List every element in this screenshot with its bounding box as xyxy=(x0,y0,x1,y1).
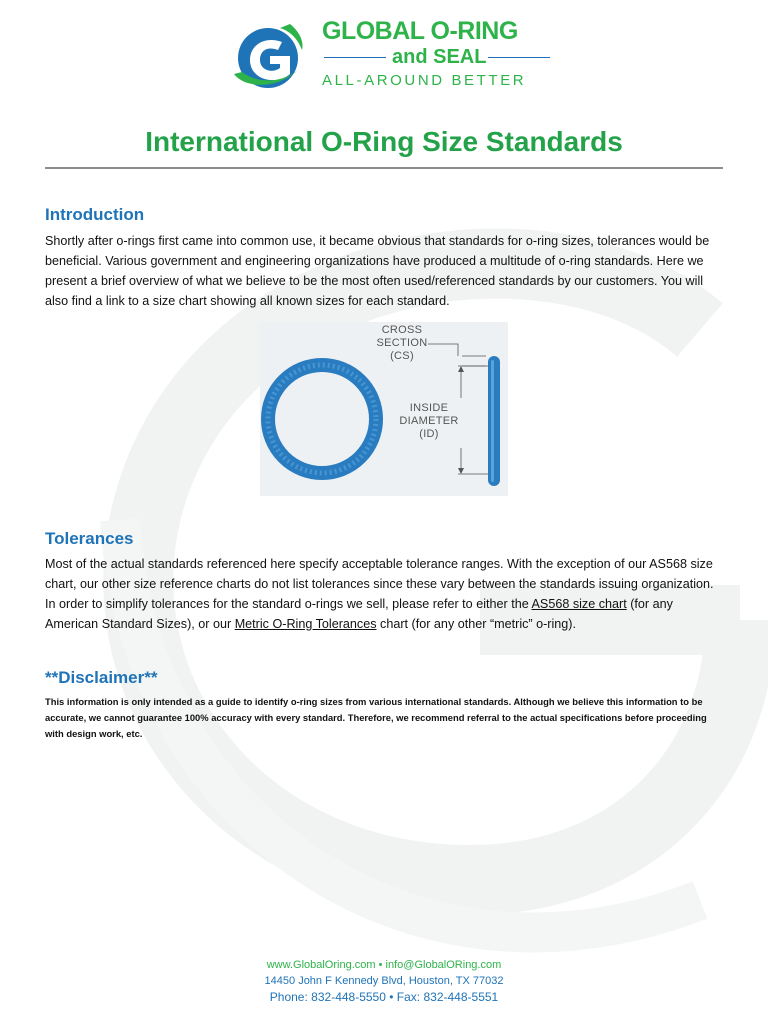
tolerances-text-2: (for any American Standard Sizes), or our xyxy=(45,597,673,631)
as568-size-chart-link[interactable]: AS568 size chart xyxy=(531,597,627,611)
id-label-1: INSIDE xyxy=(409,402,449,414)
globe-g-logo-icon xyxy=(230,18,310,96)
company-logo[interactable] xyxy=(230,16,550,96)
page-footer xyxy=(0,957,768,1005)
tolerances-text-3: chart (for any other “metric” o-ring). xyxy=(376,617,576,631)
footer-email-link[interactable]: info@GlobalORing.com xyxy=(385,959,502,971)
metric-o-ring-tolerances-link[interactable]: Metric O-Ring Tolerances xyxy=(234,617,377,631)
footer-fax-label: Fax: xyxy=(396,990,421,1004)
footer-website-link[interactable]: www.GlobalOring.com xyxy=(266,959,376,971)
brand-subname: and SEAL xyxy=(392,46,487,68)
brand-name: GLOBAL O-RING xyxy=(322,17,518,45)
introduction-heading: Introduction xyxy=(45,205,145,224)
page-title: International O-Ring Size Standards xyxy=(145,126,623,157)
footer-separator-2: • xyxy=(389,990,394,1004)
footer-separator: • xyxy=(378,959,383,971)
cs-label-3: (CS) xyxy=(390,350,414,362)
tolerances-heading: Tolerances xyxy=(45,529,134,548)
o-ring-diagram xyxy=(260,322,508,496)
footer-phone-label: Phone: xyxy=(269,990,308,1004)
id-label-3: (ID) xyxy=(419,428,439,440)
footer-address: 14450 John F Kennedy Blvd, Houston, TX 77032 xyxy=(264,975,504,987)
title-divider xyxy=(45,167,723,169)
id-label-2: DIAMETER xyxy=(399,415,459,427)
introduction-body: Shortly after o-rings first came into common use, it became obvious that standards for o-ring sizes, tolerances would be beneficial. Various government and engineering organizations have produced a multitude of o-ring standards. Here we present a brief overview of what we believe to be the most often used/referenced standards by our customers. You will also find a link to a size chart showing all known sizes for each standard. xyxy=(45,234,710,308)
footer-fax: 832-448-5551 xyxy=(423,990,499,1004)
cs-label-2: SECTION xyxy=(376,337,428,349)
disclaimer-heading: **Disclaimer** xyxy=(45,668,158,687)
tolerances-body xyxy=(45,554,725,634)
tolerances-text-1: Most of the actual standards referenced here specify acceptable tolerance ranges. With the exception of our AS568 size chart, our other size reference charts do not list tolerances since these vary between the standards issuing organization. In order to simplify tolerances for the standard o-rings we sell, please refer to either the xyxy=(45,557,714,611)
cs-label-1: CROSS xyxy=(381,324,423,336)
disclaimer-body: This information is only intended as a guide to identify o-ring sizes from various international standards. Although we believe this information to be accurate, we cannot guarantee 100% accuracy with every standard. Therefore, we recommend referral to the actual specifications before proceeding with design work, etc. xyxy=(45,696,707,739)
brand-rule-right xyxy=(488,57,550,58)
brand-rule-left xyxy=(324,57,386,58)
footer-phone[interactable]: 832-448-5550 xyxy=(311,990,386,1004)
brand-tagline: ALL-AROUND BETTER xyxy=(322,72,527,89)
